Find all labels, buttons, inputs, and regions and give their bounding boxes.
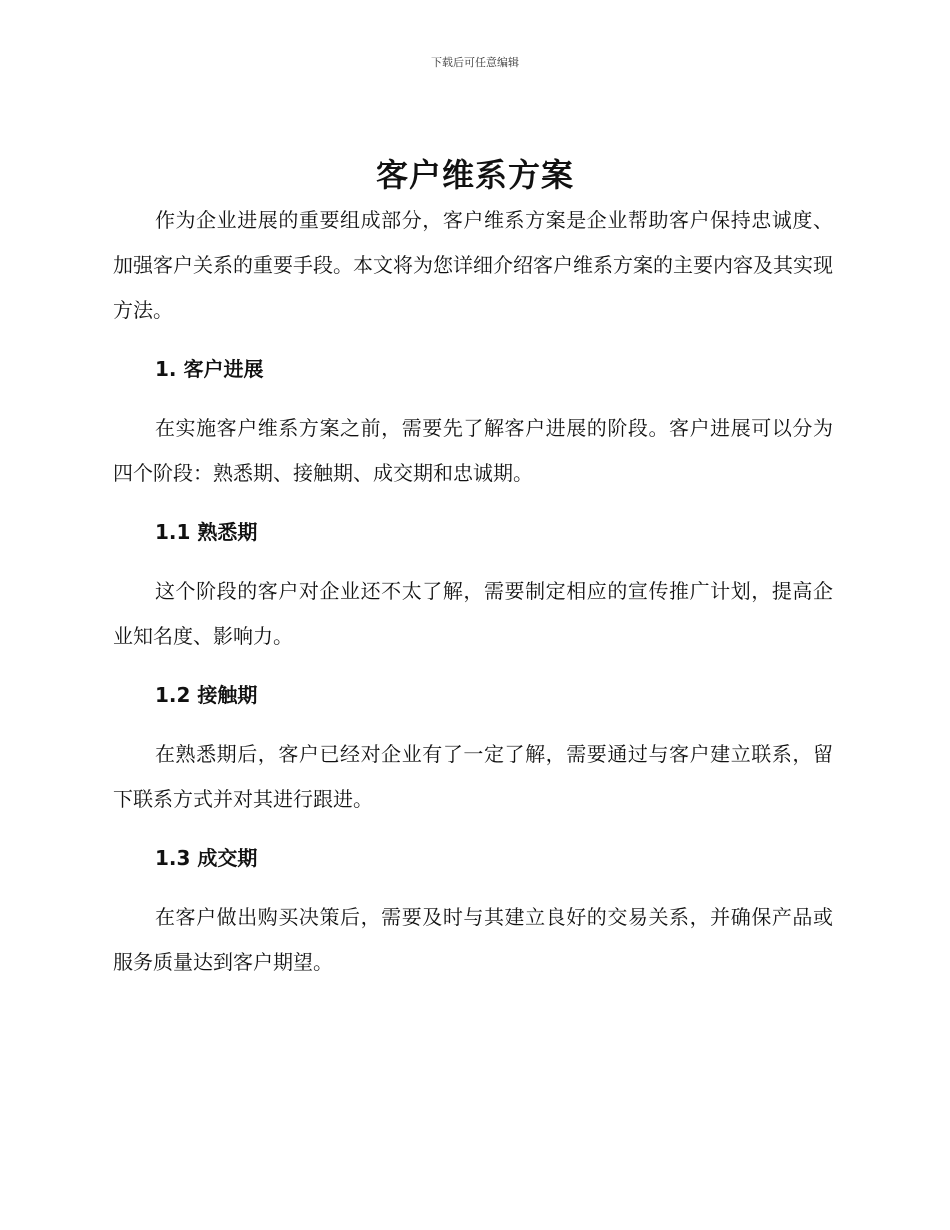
section-heading-1-1: 1.1 熟悉期 bbox=[155, 520, 258, 544]
section-heading-1: 1. 客户进展 bbox=[155, 357, 264, 381]
section-heading-1-3: 1.3 成交期 bbox=[155, 846, 258, 870]
section-paragraph-1-1: 这个阶段的客户对企业还不太了解，需要制定相应的宣传推广计划，提高企业知名度、影响力。 bbox=[113, 579, 833, 648]
section-paragraph-1-3: 在客户做出购买决策后，需要及时与其建立良好的交易关系，并确保产品或服务质量达到客户期望。 bbox=[113, 905, 833, 974]
intro-paragraph: 作为企业进展的重要组成部分，客户维系方案是企业帮助客户保持忠诚度、加强客户关系的重要手段。本文将为您详细介绍客户维系方案的主要内容及其实现方法。 bbox=[113, 208, 833, 322]
document-body bbox=[113, 198, 833, 985]
document-title: 客户维系方案 bbox=[375, 156, 574, 194]
section-paragraph-1: 在实施客户维系方案之前，需要先了解客户进展的阶段。客户进展可以分为四个阶段：熟悉期、接触期、成交期和忠诚期。 bbox=[113, 416, 833, 485]
section-paragraph-1-2: 在熟悉期后，客户已经对企业有了一定了解，需要通过与客户建立联系，留下联系方式并对其进行跟进。 bbox=[113, 742, 833, 811]
page-header-note: 下载后可任意编辑 bbox=[431, 56, 519, 69]
section-heading-1-2: 1.2 接触期 bbox=[155, 683, 258, 707]
